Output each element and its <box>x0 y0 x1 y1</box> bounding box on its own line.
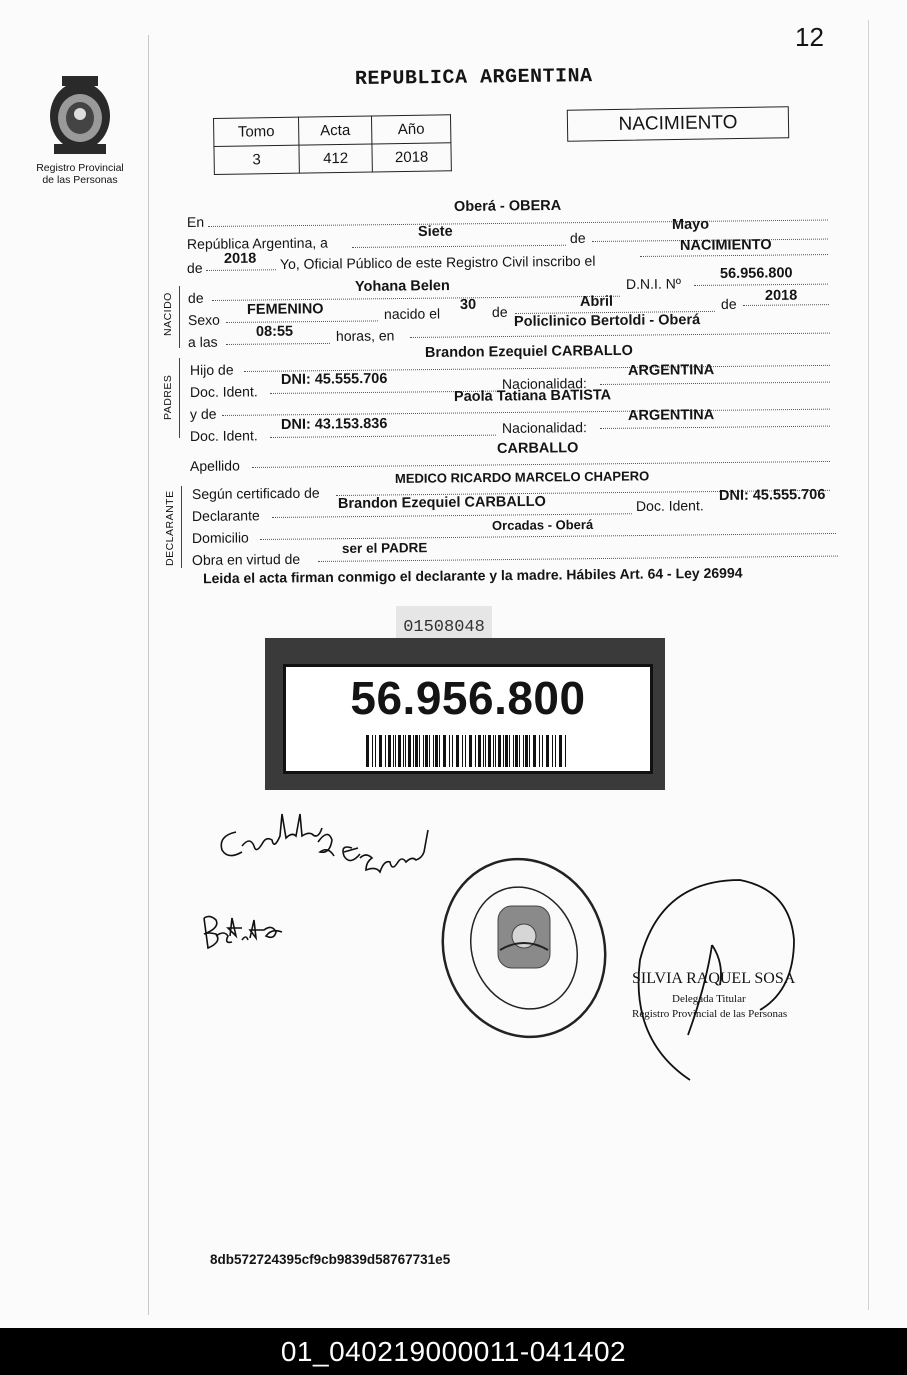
value-lugar: Oberá - OBERA <box>453 197 562 215</box>
value-nombre: Yohana Belen <box>354 278 450 295</box>
acta-value: 412 <box>299 144 372 173</box>
label-nacionalidad-madre: Nacionalidad: <box>501 419 587 436</box>
label-doc-madre: Doc. Ident. <box>189 427 258 444</box>
value-declarante: Brandon Ezequiel CARBALLO <box>337 493 546 512</box>
header-anio: Año <box>371 115 450 144</box>
footer-file-id: 01_040219000011-041402 <box>0 1328 907 1375</box>
organization-line-1: Registro Provincial <box>36 162 124 174</box>
value-lugar-nac: Policlinico Bertoldi - Oberá <box>513 312 701 330</box>
label-declarante: Declarante <box>191 507 260 524</box>
label-en: En <box>186 213 205 230</box>
anio-value: 2018 <box>372 143 451 172</box>
label-domicilio: Domicilio <box>191 529 249 546</box>
label-dni: D.N.I. Nº <box>625 275 681 292</box>
value-nac-dia: 30 <box>459 296 477 313</box>
section-label-declarante: DECLARANTE <box>164 490 176 566</box>
value-mes: Mayo <box>671 216 710 233</box>
label-doc-declarante: Doc. Ident. <box>635 497 704 514</box>
value-dia-texto: Siete <box>417 223 453 240</box>
value-acto: NACIMIENTO <box>679 237 772 254</box>
document-title: REPUBLICA ARGENTINA <box>354 65 593 91</box>
value-virtud: ser el PADRE <box>341 540 428 556</box>
serial-sticker: 01508048 <box>396 606 492 646</box>
label-de-nombre: de <box>187 289 204 306</box>
value-padre-nac: ARGENTINA <box>627 362 715 379</box>
value-nac-mes: Abril <box>579 293 614 310</box>
value-apellido: CARBALLO <box>496 440 579 457</box>
label-sexo: Sexo <box>187 311 221 328</box>
label-horas-en: horas, en <box>335 327 395 344</box>
label-y-de: y de <box>189 405 217 422</box>
label-segun-certificado: Según certificado de <box>191 484 320 502</box>
value-madre: Paola Tatiana BATISTA <box>453 387 612 405</box>
header-acta: Acta <box>298 116 371 145</box>
dni-sticker-number: 56.956.800 <box>350 672 586 724</box>
label-de-mes: de <box>491 303 508 320</box>
organization-line-2: de las Personas <box>42 174 118 186</box>
value-padre-doc: DNI: 45.555.706 <box>280 370 388 388</box>
official-organization: Registro Provincial de las Personas <box>632 1008 788 1020</box>
label-doc-padre: Doc. Ident. <box>189 383 258 400</box>
registry-seal <box>418 836 630 1060</box>
header-tomo: Tomo <box>214 117 299 146</box>
label-de-anio: de <box>186 259 203 276</box>
value-nac-anio: 2018 <box>764 287 798 304</box>
value-sexo: FEMENINO <box>246 301 324 318</box>
official-name: SILVIA RAQUEL SOSA <box>632 970 796 987</box>
value-certificado: MEDICO RICARDO MARCELO CHAPERO <box>394 468 650 486</box>
label-a-las: a las <box>187 333 218 350</box>
tomo-value: 3 <box>214 145 299 174</box>
value-anio: 2018 <box>223 250 257 267</box>
label-de-anio-nac: de <box>720 295 737 312</box>
value-padre: Brandon Ezequiel CARBALLO <box>424 342 633 361</box>
section-label-nacido: NACIDO <box>162 292 174 336</box>
label-apellido: Apellido <box>189 457 240 474</box>
value-madre-nac: ARGENTINA <box>627 407 715 424</box>
father-signature <box>221 814 428 872</box>
value-dni: 56.956.800 <box>719 265 793 282</box>
mother-signature <box>204 916 282 948</box>
value-hora: 08:55 <box>255 323 294 340</box>
value-domicilio: Orcadas - Oberá <box>491 516 594 533</box>
label-hijo-de: Hijo de <box>189 361 234 378</box>
label-obra-en-virtud: Obra en virtud de <box>191 550 301 568</box>
value-madre-doc: DNI: 43.153.836 <box>280 415 388 433</box>
section-label-padres: PADRES <box>162 374 174 420</box>
label-nacionalidad-padre: Nacionalidad: <box>501 375 587 392</box>
label-de: de <box>569 229 586 246</box>
document-hash: 8db572724395cf9cb9839d58767731e5 <box>210 1252 451 1267</box>
closing-statement: Leida el acta firman conmigo el declarante y la madre. Hábiles Art. 64 - Ley 26994 <box>202 564 743 587</box>
label-nacido-el: nacido el <box>383 305 441 322</box>
record-type-box: NACIMIENTO <box>567 106 789 141</box>
page-number: 12 <box>795 22 824 52</box>
label-yo-oficial: Yo, Oficial Público de este Registro Civil inscribo el <box>279 252 596 272</box>
official-role: Delegada Titular <box>672 993 746 1005</box>
label-republica: República Argentina, a <box>186 234 328 252</box>
value-declarante-doc: DNI: 45.555.706 <box>718 486 826 504</box>
